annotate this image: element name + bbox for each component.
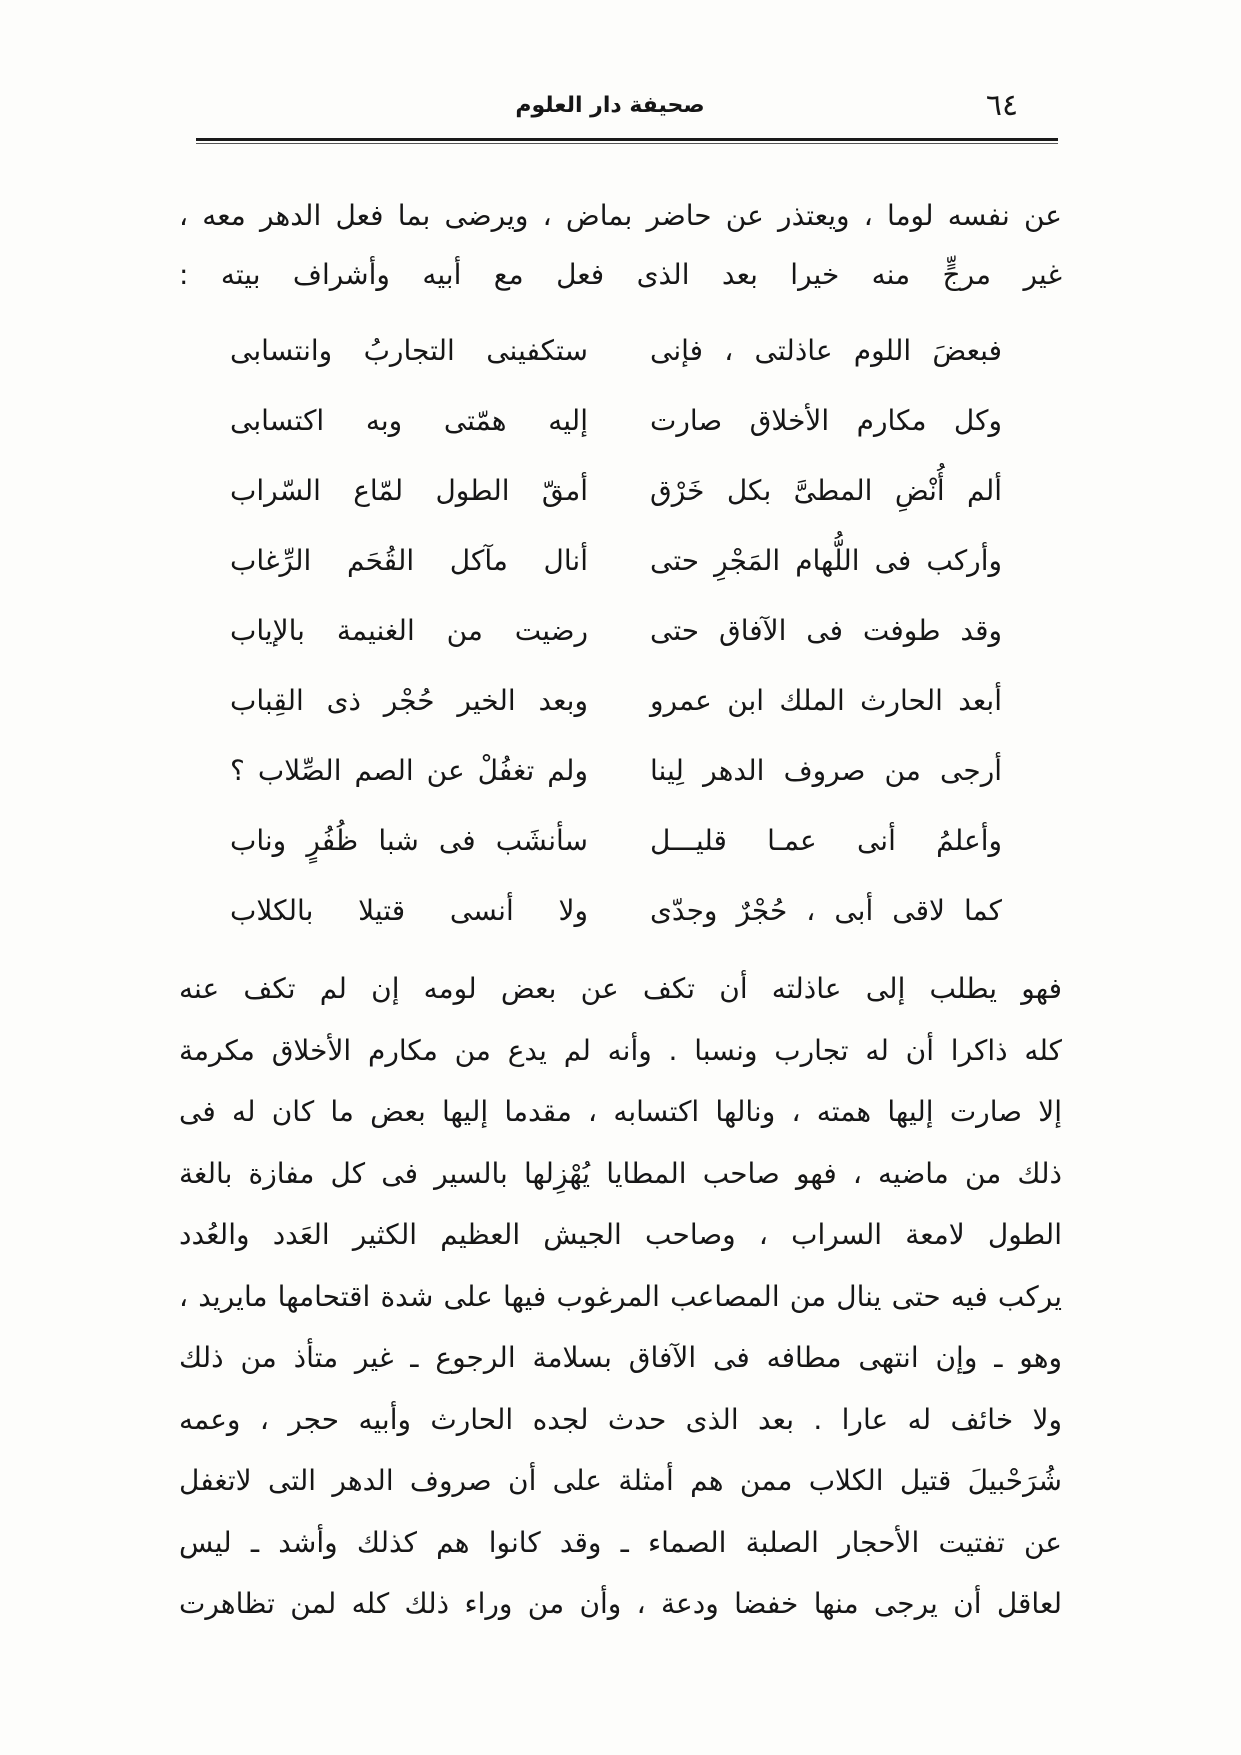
prose-line: شُرَحْبيلَ قتيل الكلاب ممن هم أمثلة على أن صروف الدهر التى لاتغفل: [179, 1464, 1062, 1497]
verse-row: [0, 596, 1241, 666]
verse-row: [0, 526, 1241, 596]
verse-row: [0, 456, 1241, 526]
verse-row: [0, 736, 1241, 806]
verse-first-hemistich: وقد طوفت فى الآفاق حتى: [650, 614, 1002, 647]
verse-second-hemistich: أنال مآكل القُحَم الرِّغاب: [230, 544, 588, 577]
verse-second-hemistich: ستكفينى التجاربُ وانتسابى: [230, 334, 588, 367]
verse-first-hemistich: وكل مكارم الأخلاق صارت: [650, 404, 1002, 437]
page-number: ٦٤: [985, 88, 1019, 123]
verse-second-hemistich: سأنشَب فى شبا ظُفُرٍ وناب: [230, 824, 588, 857]
verse-first-hemistich: أرجى من صروف الدهر لِينا: [650, 754, 1002, 787]
verse-second-hemistich: رضيت من الغنيمة بالإياب: [230, 614, 588, 647]
verse-second-hemistich: ولا أنسى قتيلا بالكلاب: [230, 894, 588, 927]
prose-line: كله ذاكرا أن له تجارب ونسبا . وأنه لم يدع من مكارم الأخلاق مكرمة: [179, 1033, 1062, 1067]
prose-line: الطول لامعة السراب ، وصاحب الجيش العظيم الكثير العَدد والعُدد: [179, 1218, 1062, 1251]
poem-block: [0, 316, 1241, 946]
prose-line: عن تفتيت الأحجار الصلبة الصماء ـ وقد كانوا هم كذلك وأشد ـ ليس: [179, 1525, 1062, 1559]
verse-row: [0, 316, 1241, 386]
verse-row: [0, 666, 1241, 736]
prose-line: إلا صارت إليها همته ، ونالها اكتسابه ، مقدما إليها بعض ما كان له فى: [179, 1095, 1062, 1128]
verse-first-hemistich: فبعضَ اللوم عاذلتى ، فإنى: [650, 334, 1002, 367]
prose-line: ذلك من ماضيه ، فهو صاحب المطايا يُهْزِلها بالسير فى كل مفازة بالغة: [179, 1156, 1062, 1190]
journal-title: صحيفة دار العلوم: [515, 93, 705, 118]
prose-line: ولا خائف له عارا . بعد الذى حدث لجده الحارث وأبيه حجر ، وعمه: [179, 1402, 1062, 1436]
prose-line: يركب فيه حتى ينال من المصاعب المرغوب فيها على شدة اقتحامها مايريد ،: [179, 1279, 1062, 1313]
prose-line: وهو ـ وإن انتهى مطافه فى الآفاق بسلامة الرجوع ـ غير متأذ من ذلك: [179, 1341, 1062, 1374]
verse-second-hemistich: أمقّ الطول لمّاع السّراب: [230, 474, 588, 507]
verse-first-hemistich: وأركب فى اللُّهام المَجْرِ حتى: [650, 544, 1002, 577]
verse-first-hemistich: أبعد الحارث الملك ابن عمرو: [650, 684, 1002, 717]
prose-line: فهو يطلب إلى عاذلته أن تكف عن بعض لومه إن لم تكف عنه: [179, 972, 1062, 1005]
verse-second-hemistich: وبعد الخير حُجْر ذى القِباب: [230, 684, 588, 717]
prose-line: لعاقل أن يرجى منها خفضا ودعة ، وأن من وراء ذلك كله لمن تظاهرت: [179, 1587, 1062, 1620]
intro-line: غير مرجٍّ منه خيرا بعد الذى فعل مع أبيه وأشراف بيته :: [179, 258, 1062, 291]
verse-row: [0, 876, 1241, 946]
verse-second-hemistich: إليه همّتى وبه اكتسابى: [230, 404, 588, 437]
verse-row: [0, 386, 1241, 456]
verse-second-hemistich: ولم تغفُلْ عن الصم الصِّلاب ؟: [230, 754, 588, 787]
verse-row: [0, 806, 1241, 876]
prose-paragraph: [179, 958, 1062, 1635]
intro-line: عن نفسه لوما ، ويعتذر عن حاضر بماض ، ويرضى بما فعل الدهر معه ،: [179, 199, 1062, 232]
intro-paragraph: [179, 186, 1062, 304]
header-rule-thin: [196, 143, 1058, 144]
header-rule: [196, 138, 1058, 141]
verse-first-hemistich: وأعلمُ أنى عمـا قليـــل: [650, 824, 1002, 857]
verse-first-hemistich: كما لاقى أبى ، حُجْرٌ وجدّى: [650, 894, 1002, 927]
verse-first-hemistich: ألم أُنْضِ المطىَّ بكل خَرْق: [650, 474, 1002, 507]
